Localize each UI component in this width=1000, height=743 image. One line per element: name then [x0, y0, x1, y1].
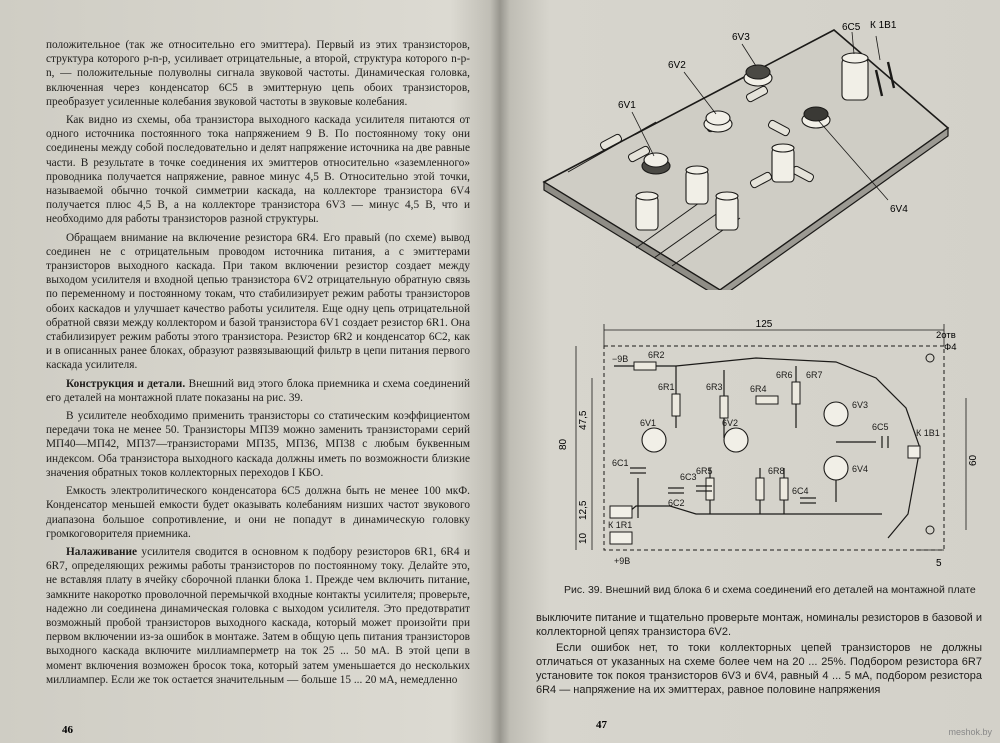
board-label-6c5: 6C5	[842, 22, 861, 33]
label-6r4: 6R4	[750, 384, 767, 394]
label-6r3: 6R3	[706, 382, 723, 392]
dim-12-5: 12,5	[578, 500, 589, 520]
right-page	[502, 0, 1000, 743]
dim-80: 80	[558, 438, 569, 450]
left-page	[0, 0, 496, 743]
label-6c1: 6C1	[612, 458, 629, 468]
input-contact	[610, 532, 632, 544]
board-label-6v3: 6V3	[732, 32, 750, 43]
section-construction	[46, 377, 470, 405]
paragraph-4: В усилителе необходимо применить транзисторы со статическим коэффициентом передачи тока не менее 50. Транзисторы МП39 можно заменить транзисторами серий МП40—МП42, МП37—транзисторами МП35, МП36, МП38 с любым буквенным индексом. Оба транзистора выходного каскада должны иметь по возможности близкие значения обратных токов коллекторных переходов I КБО.	[46, 410, 470, 479]
right-paragraph-1: выключите питание и тщательно проверьте монтаж, номиналы резисторов в базовой и коллекторной цепях транзистора 6V2.	[536, 612, 982, 638]
label-6v4: 6V4	[852, 464, 869, 474]
label-6c5: 6C5	[872, 422, 889, 432]
input-contact	[610, 506, 632, 518]
label-plus: +9В	[614, 556, 631, 566]
label-6r1: 6R1	[658, 382, 675, 392]
section-setup	[46, 545, 470, 687]
dim-5: 5	[936, 558, 942, 569]
board-label-6v4: 6V4	[890, 204, 908, 215]
label-6c4: 6C4	[792, 486, 809, 496]
label-6v2: 6V2	[722, 418, 739, 428]
paragraph-5: Емкость электролитического конденсатора 6C5 должна быть не менее 100 мкФ. Конденсатор меньшей емкости будет оказывать колебаниям низших частот звукового диапазона большое сопротивление, и они не попадут в динамическую головку громкоговорителя приемника.	[46, 485, 470, 540]
right-paragraph-2: Если ошибок нет, то токи коллекторных цепей транзисторов не должны отличаться от указанных на схеме более чем на 20 ... 25%. Подбором резистора 6R7 установите ток покоя транзисторов 6V3 и 6V4, равный 4 ... 5 мА, подбором резистора 6R4 — напряжение на их эмиттерах, равное половине напряжения	[536, 642, 982, 696]
board-illustration	[536, 0, 982, 290]
left-page-number: 46	[62, 724, 73, 736]
label-k1v1: К 1В1	[916, 428, 940, 438]
board-label-6v1: 6V1	[618, 100, 636, 111]
label-6r7: 6R7	[806, 370, 823, 380]
label-6v1: 6V1	[640, 418, 657, 428]
right-page-number: 47	[596, 719, 607, 731]
label-6r8: 6R8	[768, 466, 785, 476]
holes-diameter: Ф4	[944, 342, 957, 353]
label-6r5: 6R5	[696, 466, 713, 476]
section-heading: Конструкция и детали.	[66, 377, 186, 390]
section-text: Внешний вид этого блока приемника и схема соединений его деталей на монтажной плате показаны на рис. 39.	[46, 377, 470, 404]
wiring-diagram	[536, 318, 982, 580]
label-6c2: 6C2	[668, 498, 685, 508]
label-6c3: 6C3	[680, 472, 697, 482]
label-6r6: 6R6	[776, 370, 793, 380]
paragraph-1: положительное (так же относительно его эмиттера). Первый из этих транзисторов, структура которого p-n-p, усиливает отрицательные, а второй, структура которого n-p-n, — положительные полуволны сигнала звуковой частоты. Динамическая головка, включенная через конденсатор 6C5 в эмиттерную цепь обоих транзисторов, преобразует усиленные колебания звуковой частоты в звуковые колебания.	[46, 39, 470, 108]
paragraph-2: Как видно из схемы, оба транзистора выходного каскада усилителя питаются от одного источника постоянного тока напряжением 9 В. По постоянному току они соединены между собой последовательно и делят напряжение источника на две равные части. В результате в точке соединения их эмиттеров относительно «заземленного» проводника получается напряжение, равное минус 4,5 В. Относительно этой точки, называемой обычно точкой симметрии каскада, на коллекторе транзистора 6V4 получается плюс 4,5 В, а на коллекторе транзистора 6V3 — минус 4,5 В, что и необходимо для работы транзисторов разной структуры.	[46, 114, 470, 226]
dim-10: 10	[578, 532, 589, 544]
figure-caption: Рис. 39. Внешний вид блока 6 и схема соединений его деталей на монтажной плате	[564, 584, 976, 596]
watermark: meshok.by	[948, 727, 992, 737]
label-6v3: 6V3	[852, 400, 869, 410]
paragraph-3: Обращаем внимание на включение резистора 6R4. Его правый (по схеме) вывод соединен не с отрицательным проводом источника питания, а с эмиттерами транзисторов выходного каскада. При таком включении резистор создает между выходом усилителя и входной цепью транзистора 6V2 отрицательную обратную связь по переменному и постоянному токам, что стабилизирует режим работы транзисторов обоих каскадов и улучшает качество работы усилителя. Еще одну цепь отрицательной обратной связи между коллектором и базой транзистора 6V1 создает резистор 6R1. Она стабилизирует режим работы этого транзистора. Резистор 6R2 и конденсатор 6C2, как и в описанных ранее блоках, образуют развязывающий фильтр в цепи питания первого каскада усилителя.	[46, 231, 470, 372]
mount-hole	[926, 526, 934, 534]
mount-hole	[926, 354, 934, 362]
label-minus: −9В	[612, 354, 629, 364]
label-k1r1: К 1R1	[608, 520, 633, 530]
dimension-lines	[576, 324, 966, 550]
setup-text: усилителя сводится в основном к подбору резисторов 6R1, 6R4 и 6R7, определяющих режимы работы транзисторов по постоянному току. Делайте это, не вставляя плату в ячейку сборочной планки блока 1. Прежде чем включить питание, замкните накоротко проволочной перемычкой входные контакты усилителя; проверьте, надежно ли соединена динамическая головка с выходом усилителя. Это предотвратит возможный пробой транзисторов выходного каскада, который может произойти при первом включении из-за ошибок в монтаже. Затем в общую цепь питания транзисторов выходного каскада включите миллиамперметр на ток 25 ... 50 мА. В этой цепи в момент включения возможен бросок тока, который затем уменьшается до нескольких миллиампер. Если же ток остается значительным — больше 15 ... 20 мА, немедленно	[46, 545, 470, 686]
board-top	[544, 30, 948, 290]
output-contact	[908, 446, 920, 458]
dim-width: 125	[755, 319, 773, 330]
board-label-k1v1: К 1В1	[870, 20, 897, 31]
setup-heading: Налаживание	[66, 545, 138, 558]
holes-label: 2отв	[936, 330, 956, 341]
dim-475: 47,5	[578, 410, 589, 430]
board-label-6v2: 6V2	[668, 60, 686, 71]
label-6r2: 6R2	[648, 350, 665, 360]
right-text-block	[536, 611, 982, 697]
dim-60: 60	[968, 454, 979, 466]
